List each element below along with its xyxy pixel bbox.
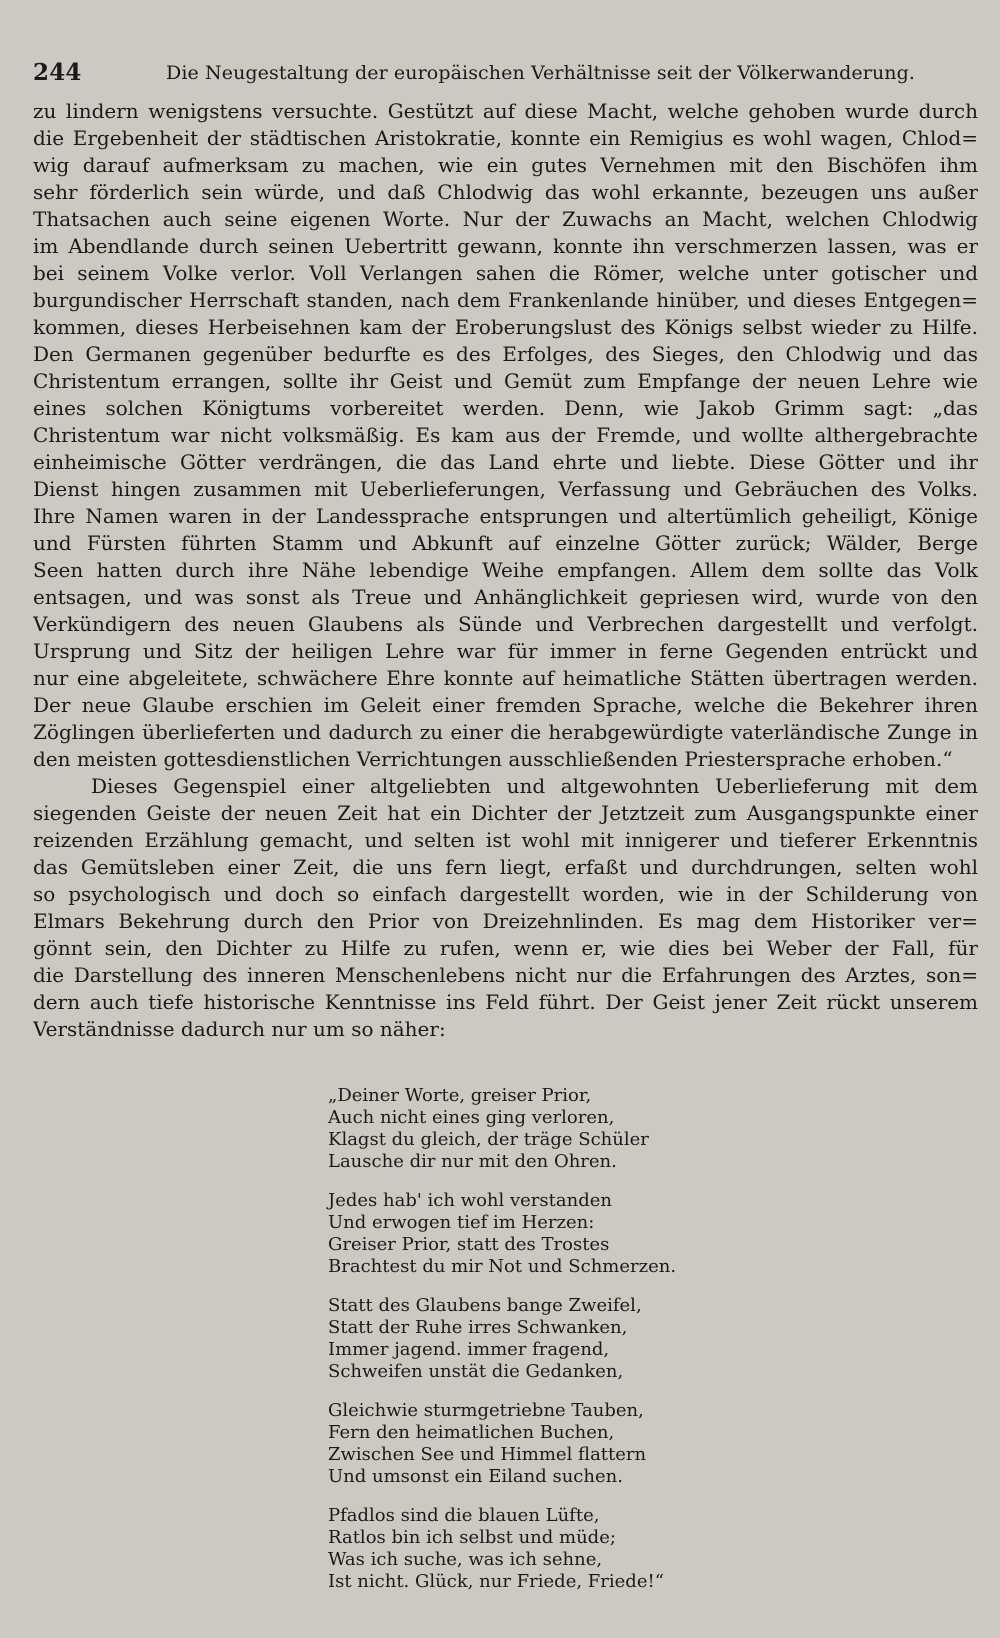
text-line: Seen hatten durch ihre Nähe lebendige Weihe empfangen. Allem dem sollte das Volk <box>33 558 978 582</box>
poem-line: Zwischen See und Himmel flattern <box>328 1444 647 1465</box>
main-text <box>33 98 978 1043</box>
text-line: eines solchen Königtums vorbereitet werden. Denn, wie Jakob Grimm sagt: „das <box>33 396 978 420</box>
poem <box>328 1085 748 1610</box>
text-line: nur eine abgeleitete, schwächere Ehre konnte auf heimatliche Stätten übertragen werden. <box>33 666 978 690</box>
text-line: die Ergebenheit der städtischen Aristokratie, konnte ein Remigius es wohl wagen, Chlod= <box>33 126 978 150</box>
text-line: Christentum war nicht volksmäßig. Es kam aus der Fremde, und wollte althergebrachte <box>33 423 978 447</box>
text-line: das Gemütsleben einer Zeit, die uns fern liegt, erfaßt und durchdrungen, selten wohl <box>33 855 978 879</box>
text-line: burgundischer Herrschaft standen, nach dem Frankenlande hinüber, und dieses Entgegen= <box>33 288 978 312</box>
poem-line: Gleichwie sturmgetriebne Tauben, <box>328 1400 644 1421</box>
poem-line: Statt der Ruhe irres Schwanken, <box>328 1317 628 1338</box>
poem-line: Pfadlos sind die blauen Lüfte, <box>328 1505 600 1526</box>
poem-line: Und erwogen tief im Herzen: <box>328 1212 595 1233</box>
text-line: Elmars Bekehrung durch den Prior von Dreizehnlinden. Es mag dem Historiker ver= <box>33 909 978 933</box>
poem-line: Immer jagend. immer fragend, <box>328 1339 610 1360</box>
poem-line: Auch nicht eines ging verloren, <box>328 1107 615 1128</box>
text-line: den meisten gottesdienstlichen Verrichtungen ausschließenden Priestersprache erhoben.“ <box>33 747 953 771</box>
running-title: Die Neugestaltung der europäischen Verhältnisse seit der Völkerwanderung. <box>166 62 916 84</box>
poem-line: Klagst du gleich, der träge Schüler <box>328 1129 649 1150</box>
poem-line: Greiser Prior, statt des Trostes <box>328 1234 610 1255</box>
text-line: bei seinem Volke verlor. Voll Verlangen sahen die Römer, welche unter gotischer und <box>33 261 978 285</box>
poem-stanza <box>328 1505 748 1593</box>
text-line: reizenden Erzählung gemacht, und selten ist wohl mit innigerer und tieferer Erkenntnis <box>33 828 978 852</box>
poem-stanza <box>328 1295 748 1383</box>
text-line: Zöglingen überlieferten und dadurch zu einer die herabgewürdigte vaterländische Zunge in <box>33 720 978 744</box>
text-line: Dienst hingen zusammen mit Ueberlieferungen, Verfassung und Gebräuchen des Volks. <box>33 477 978 501</box>
poem-stanza <box>328 1190 748 1278</box>
poem-stanza <box>328 1085 748 1173</box>
poem-stanza <box>328 1400 748 1488</box>
text-line: Ursprung und Sitz der heiligen Lehre war für immer in ferne Gegenden entrückt und <box>33 639 978 663</box>
poem-line: Ratlos bin ich selbst und müde; <box>328 1527 616 1548</box>
poem-line: Lausche dir nur mit den Ohren. <box>328 1151 617 1172</box>
page-number: 244 <box>33 59 82 86</box>
text-line: Den Germanen gegenüber bedurfte es des Erfolges, des Sieges, den Chlodwig und das <box>33 342 978 366</box>
text-line: im Abendlande durch seinen Uebertritt gewann, konnte ihn verschmerzen lassen, was er <box>33 234 978 258</box>
text-line: einheimische Götter verdrängen, die das Land ehrte und liebte. Diese Götter und ihr <box>33 450 978 474</box>
text-line: die Darstellung des inneren Menschenlebens nicht nur die Erfahrungen des Arztes, son= <box>33 963 978 987</box>
poem-line: Fern den heimatlichen Buchen, <box>328 1422 615 1443</box>
text-line: so psychologisch und doch so einfach dargestellt worden, wie in der Schilderung von <box>33 882 978 906</box>
poem-line: Jedes hab' ich wohl verstanden <box>328 1190 612 1211</box>
text-line: kommen, dieses Herbeisehnen kam der Eroberungslust des Königs selbst wieder zu Hilfe. <box>33 315 978 339</box>
poem-line: Ist nicht. Glück, nur Friede, Friede!“ <box>328 1571 664 1592</box>
text-line: Verständnisse dadurch nur um so näher: <box>33 1017 446 1041</box>
text-line: dern auch tiefe historische Kenntnisse ins Feld führt. Der Geist jener Zeit rückt unserem <box>33 990 978 1014</box>
text-line: wig darauf aufmerksam zu machen, wie ein gutes Vernehmen mit den Bischöfen ihm <box>33 153 978 177</box>
text-line: sehr förderlich sein würde, und daß Chlodwig das wohl erkannte, bezeugen uns außer <box>33 180 978 204</box>
poem-line: Statt des Glaubens bange Zweifel, <box>328 1295 642 1316</box>
poem-line: Schweifen unstät die Gedanken, <box>328 1361 624 1382</box>
text-line: und Fürsten führten Stamm und Abkunft auf einzelne Götter zurück; Wälder, Berge <box>33 531 978 555</box>
text-line: Dieses Gegenspiel einer altgeliebten und altgewohnten Ueberlieferung mit dem <box>91 774 978 798</box>
poem-line: „Deiner Worte, greiser Prior, <box>328 1085 592 1106</box>
text-line: siegenden Geiste der neuen Zeit hat ein Dichter der Jetztzeit zum Ausgangspunkte einer <box>33 801 978 825</box>
page-header <box>33 55 973 91</box>
text-line: Christentum errangen, sollte ihr Geist und Gemüt zum Empfange der neuen Lehre wie <box>33 369 978 393</box>
text-line: zu lindern wenigstens versuchte. Gestützt auf diese Macht, welche gehoben wurde durch <box>33 99 978 123</box>
poem-line: Und umsonst ein Eiland suchen. <box>328 1466 623 1487</box>
text-line: Thatsachen auch seine eigenen Worte. Nur der Zuwachs an Macht, welchen Chlodwig <box>33 207 978 231</box>
text-line: Verkündigern des neuen Glaubens als Sünde und Verbrechen dargestellt und verfolgt. <box>33 612 978 636</box>
text-line: entsagen, und was sonst als Treue und Anhänglichkeit gepriesen wird, wurde von den <box>33 585 978 609</box>
text-line: Ihre Namen waren in der Landessprache entsprungen und altertümlich geheiligt, Könige <box>33 504 978 528</box>
poem-line: Brachtest du mir Not und Schmerzen. <box>328 1256 677 1277</box>
text-line: Der neue Glaube erschien im Geleit einer fremden Sprache, welche die Bekehrer ihren <box>33 693 978 717</box>
text-line: gönnt sein, den Dichter zu Hilfe zu rufen, wenn er, wie dies bei Weber der Fall, für <box>33 936 978 960</box>
poem-line: Was ich suche, was ich sehne, <box>328 1549 603 1570</box>
